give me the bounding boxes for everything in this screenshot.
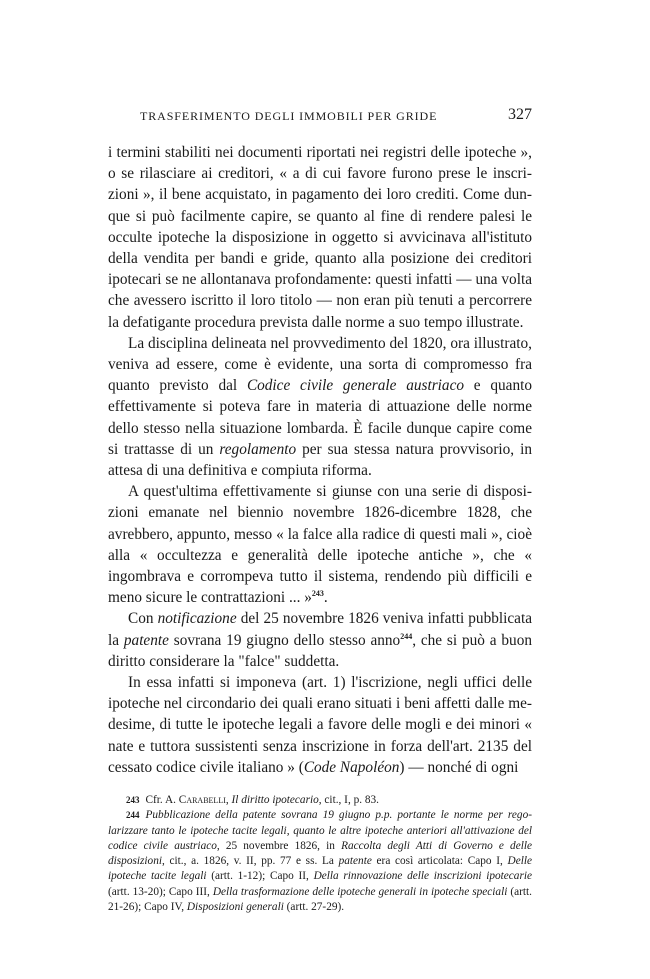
paragraph-text: per sua stessa natura provvisorio, in attesa di una definitiva e compiuta riforma.	[108, 440, 532, 480]
paragraph-text: .	[323, 589, 328, 607]
paragraph-text: , che si può a buon diritto considerare la "falce" suddetta.	[108, 631, 532, 670]
paragraph	[108, 608, 532, 672]
footnote-244	[108, 808, 532, 915]
running-header	[108, 106, 532, 128]
footnote-text: (artt. 21-26); Capo IV,	[108, 885, 532, 914]
footnote-title: Il diritto ipotecario	[231, 794, 319, 806]
footnote-title: Delle ipoteche tacite legali	[108, 855, 533, 883]
footnotes	[108, 793, 532, 915]
footnote-reference: 244	[400, 631, 413, 641]
paragraph-text: sovrana 19 giugno dello stesso anno	[168, 631, 401, 649]
footnote-title: Della trasformazione delle ipoteche generali in ipoteche speciali	[212, 885, 508, 898]
paragraph-text: e quanto effettivamente si poteva fare in materia di attuazione delle norme dello stesso nella situazione lombarda. È facile dunque capire come si trattasse di un	[108, 377, 533, 458]
footnote-author: Carabelli	[178, 794, 226, 806]
footnote-title: Della rinnovazione delle inscrizioni ipotecarie	[313, 870, 533, 883]
italic-title: Code Napoléon	[303, 758, 400, 776]
paragraph-text: In essa infatti si imponeva (art. 1) l'iscrizione, negli uffici delle ipoteche nel circondario dei quali erano situati i beni affetti dalle medesime, di tutte le ipoteche legali a favore delle mogli e dei minori « nate e tuttora sussistenti senza inscrizione in forza dell'art. 2135 del cessato codice civile italiano » (	[108, 674, 532, 776]
footnote-number: 243	[126, 795, 140, 805]
footnote-title: Disposizioni generali	[186, 901, 284, 914]
paragraph	[108, 481, 532, 608]
footnote-text: , cit., I, p. 83.	[318, 794, 380, 806]
footnote-text: era così articolata: Capo I,	[371, 855, 508, 868]
footnote-text: (artt. 27-29).	[283, 901, 345, 914]
footnote-number: 244	[126, 810, 140, 821]
footnote-text: (artt. 13-20); Capo III,	[108, 885, 213, 898]
running-title: TRASFERIMENTO DEGLI IMMOBILI PER GRIDE	[140, 109, 438, 123]
main-text	[108, 142, 532, 778]
footnote-reference: 243	[311, 589, 324, 599]
footnote-title: Raccolta degli Atti di Governo e delle disposizioni	[108, 839, 532, 868]
paragraph-text: i termini stabiliti nei documenti riportati nei registri delle ipoteche », o se rilasciare ai creditori, « a di cui favore furono prese le inscrizioni », il bene acquistato, in pagamento dei loro crediti. Come dunque si può facilmente capire, se quanto al fine di rendere palesi le occulte ipoteche la disposizione in oggetto si avvicinava all'istituto della vendita per bandi e gride, quanto alla posizione dei creditori ipotecari se ne allontanava profondamente: questi infatti — una volta che avessero iscritto il loro titolo — non eran più tenuti a percorrere la defatigante procedura prevista dalle norme a suo tempo illustrate.	[108, 144, 532, 331]
paragraph-text: del 25 novembre 1826 veniva infatti pubblicata la	[108, 610, 532, 649]
italic-term: regolamento	[219, 440, 297, 458]
page-number: 327	[508, 106, 532, 123]
italic-term: patente	[123, 631, 169, 649]
paragraph-text: Con	[128, 610, 158, 628]
paragraph-text: A quest'ultima effettivamente si giunse con una serie di disposizioni emanate nel biennio novembre 1826-dicembre 1828, che avrebbero, appunto, messo « la falce alla radice di questi mali », cioè alla « occultezza e generalità delle ipoteche antiche », che « ingombrava e corrompeva tutto il sistema, rendendo più difficili e meno sicure le contrattazioni ... »	[108, 483, 532, 607]
footnote-title: Pubblicazione della patente sovrana 19 giugno p.p. portante le norme per regolarizzare tanto le ipoteche tacite legali, quanto le altre ipoteche anteriori all'attivazione del codice civile austriaco	[108, 809, 532, 852]
italic-title: Codice civile generale austriaco	[246, 377, 465, 395]
footnote-text: , cit., a. 1826, v. II, pp. 77 e ss. La	[162, 855, 339, 868]
italic-term: notificazione	[157, 610, 237, 628]
footnote-text: (artt. 1-12); Capo II,	[206, 870, 314, 883]
paragraph-text: La disciplina delineata nel provvedimento del 1820, ora illustrato, veniva ad essere, come è evidente, una sorta di compromesso fra quanto previsto dal	[108, 334, 532, 395]
paragraph-continued	[108, 142, 532, 333]
paragraph	[108, 672, 532, 778]
footnote-text: Cfr. A.	[145, 794, 179, 806]
paragraph-text: ) — nonché di ogni	[399, 758, 519, 776]
paragraph	[108, 333, 532, 481]
footnote-text: , 25 novembre 1826, in	[216, 839, 342, 852]
footnote-243	[108, 793, 532, 808]
footnote-term: patente	[338, 855, 372, 868]
footnote-text: ,	[225, 794, 232, 806]
